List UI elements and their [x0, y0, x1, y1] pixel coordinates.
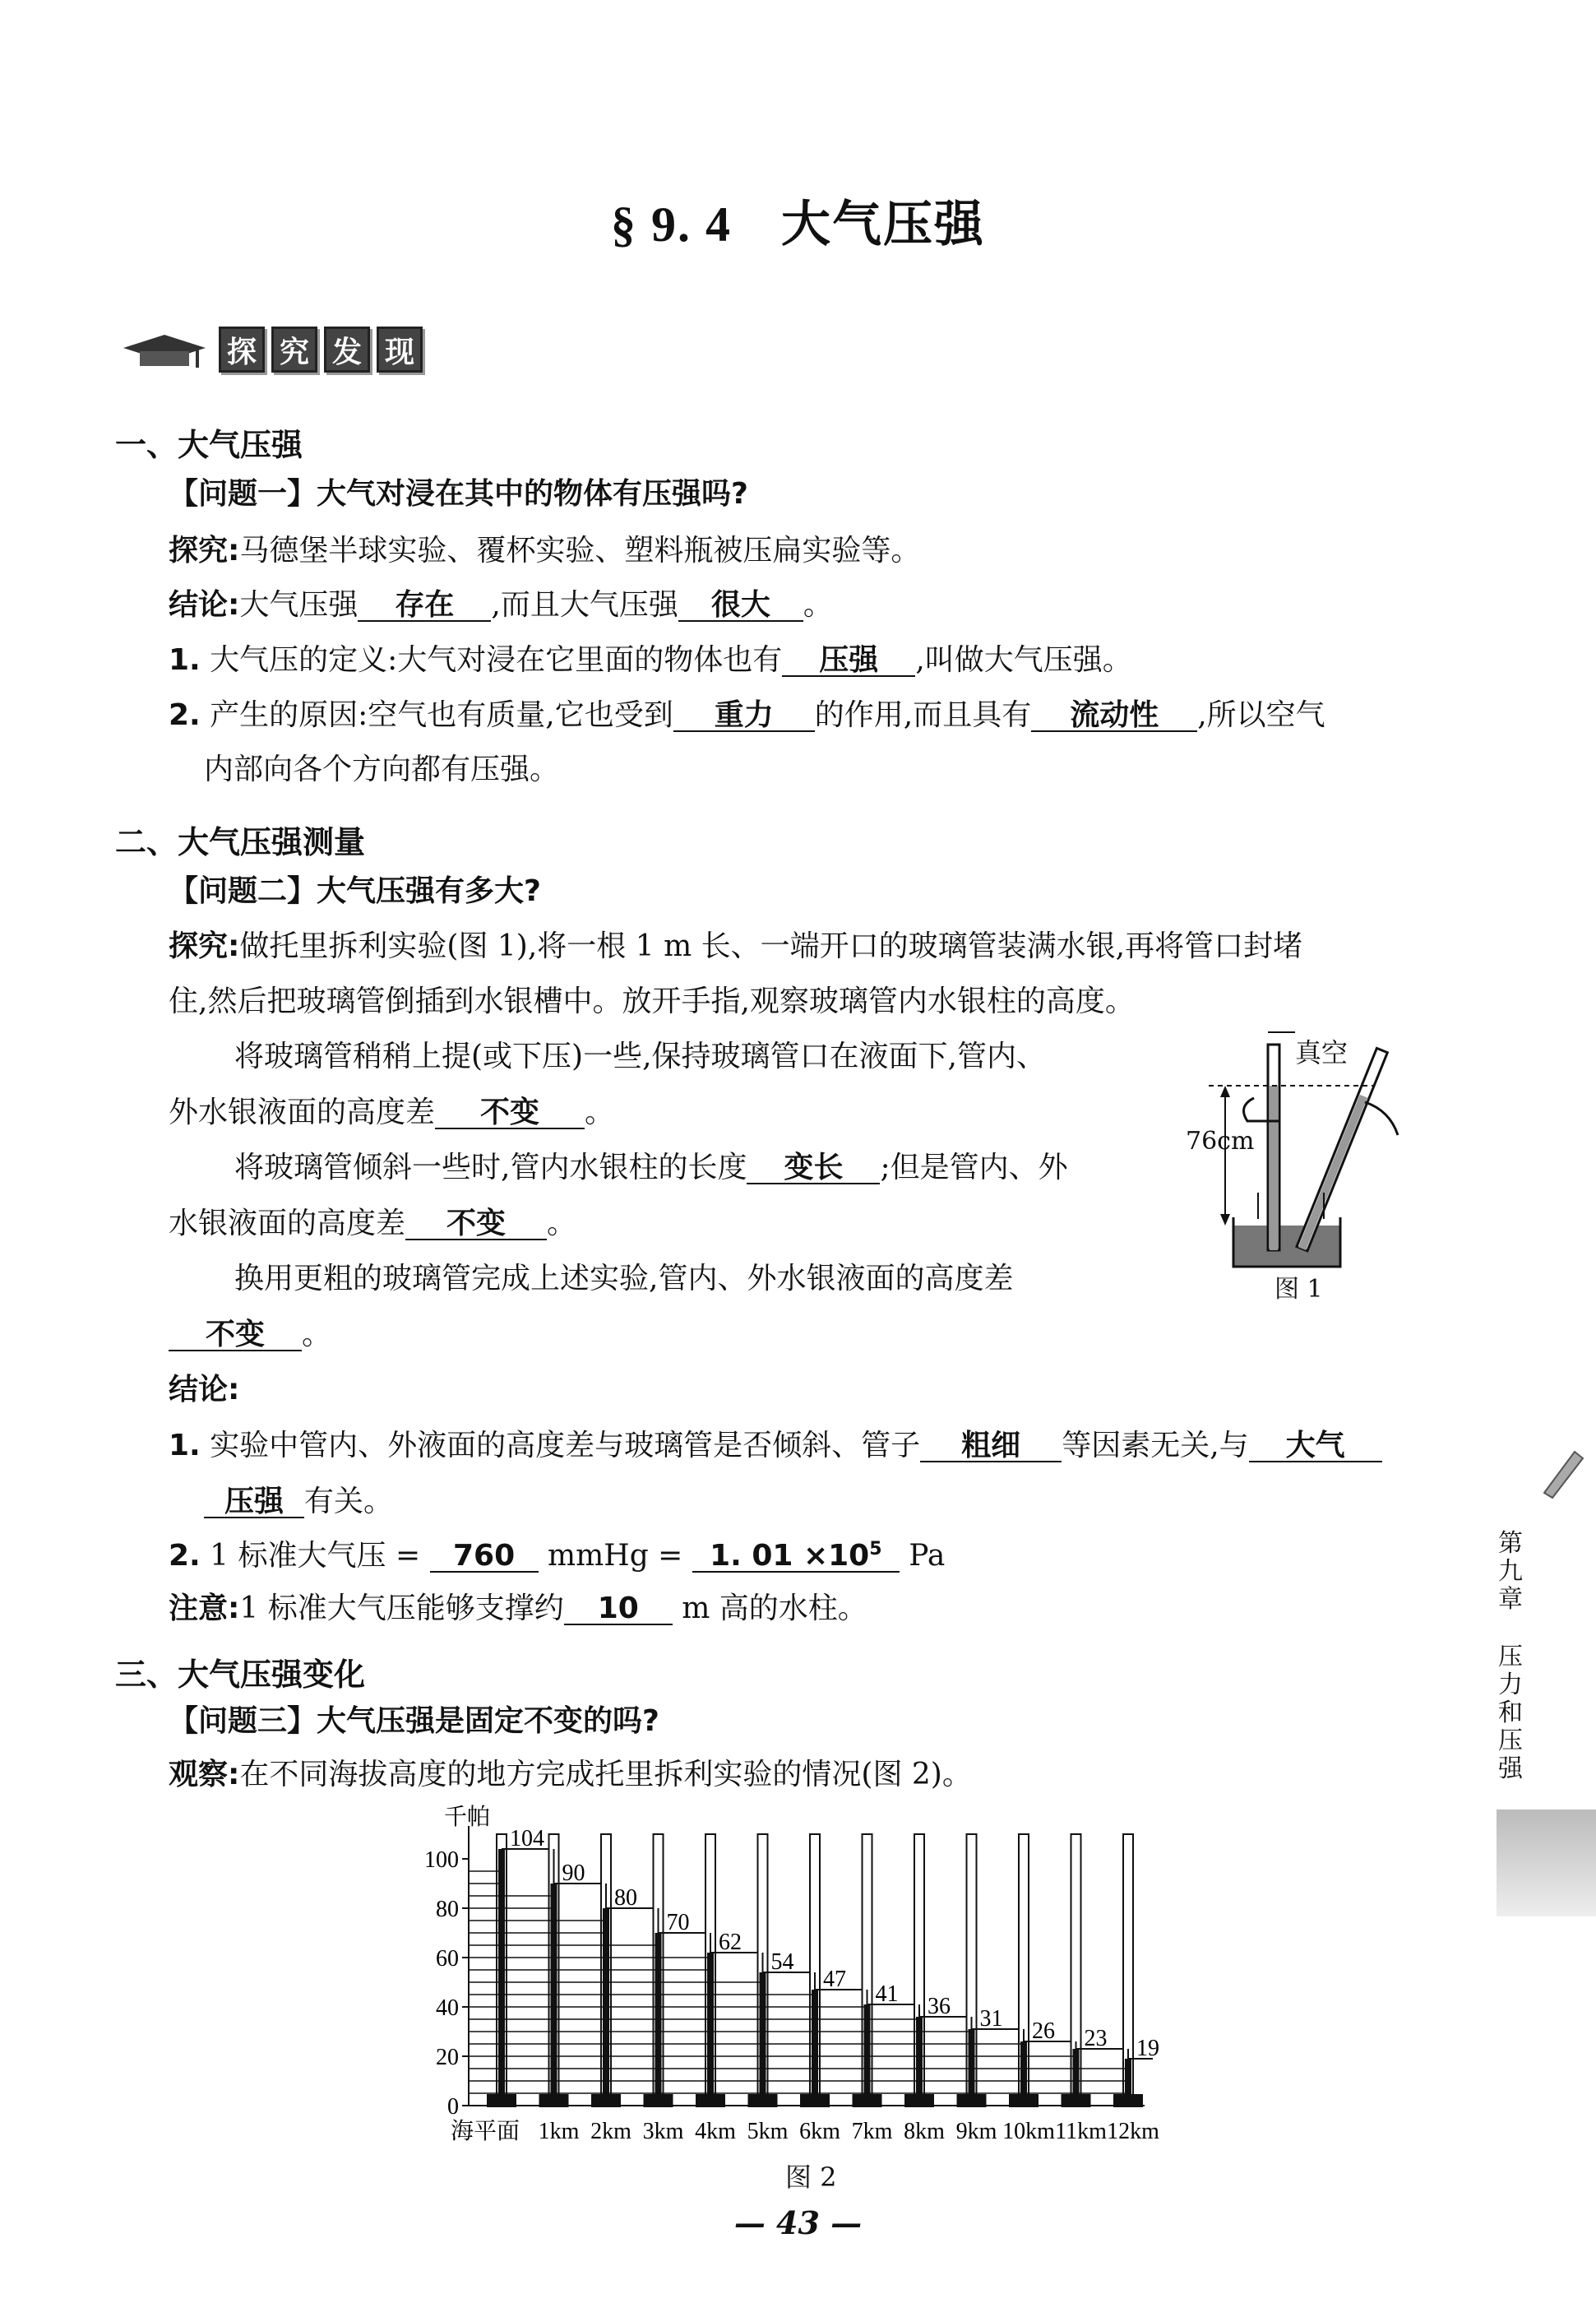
x-tick-label: 2km	[590, 2119, 631, 2144]
paragraph: 换用更粗的玻璃管完成上述实验,管内、外水银液面的高度差	[234, 1262, 1014, 1295]
section-heading: 一、大气压强	[115, 427, 303, 463]
data-label: 54	[770, 1949, 794, 1975]
paragraph: 外水银液面的高度差 不变 。	[169, 1096, 615, 1129]
answer-blank: 不变	[169, 1320, 302, 1351]
question: 【问题二】大气压强有多大?	[169, 874, 541, 908]
y-tick-label: 60	[436, 1946, 459, 1972]
paragraph: 1. 实验中管内、外液面的高度差与玻璃管是否倾斜、管子 粗细 等因素无关,与 大气	[169, 1431, 1382, 1462]
paragraph: 将玻璃管倾斜一些时,管内水银柱的长度 变长 ;但是管内、外	[234, 1151, 1068, 1184]
data-label: 90	[562, 1860, 585, 1886]
sidebar-tab	[1497, 1810, 1596, 1916]
pressure-altitude-chart	[411, 1801, 1217, 2147]
x-tick-label: 10km	[1002, 2119, 1055, 2144]
answer-blank: 不变	[435, 1098, 585, 1129]
section-heading: 三、大气压强变化	[115, 1657, 366, 1693]
answer-blank: 大气	[1249, 1431, 1382, 1462]
pen-icon	[1538, 1443, 1587, 1501]
x-tick-label: 3km	[642, 2119, 684, 2144]
paragraph: 结论:大气压强 存在 ,而且大气压强 很大 。	[169, 588, 833, 622]
paragraph: 探究:做托里拆利实验(图 1),将一根 1 m 长、一端开口的玻璃管装满水银,再将管口封堵	[169, 929, 1303, 963]
x-tick-label: 7km	[851, 2119, 893, 2144]
figure-caption: 图 1	[1274, 1275, 1323, 1304]
data-label: 41	[875, 1981, 899, 2007]
bar	[498, 1849, 505, 2106]
answer-blank: 很大	[678, 591, 803, 622]
data-label: 23	[1084, 2026, 1108, 2051]
y-tick-label: 80	[436, 1897, 459, 1922]
x-tick-label: 12km	[1107, 2119, 1159, 2144]
answer-blank: 压强	[204, 1487, 304, 1518]
graduation-cap-icon	[115, 325, 214, 374]
torricelli-figure	[1176, 1028, 1431, 1308]
bar	[760, 1972, 766, 2106]
vacuum-label: 真空	[1295, 1037, 1349, 1068]
paragraph: 观察:在不同海拔高度的地方完成托里拆利实验的情况(图 2)。	[169, 1758, 972, 1791]
answer-blank: 变长	[747, 1153, 880, 1184]
x-tick-label: 9km	[955, 2119, 997, 2144]
answer-blank: 重力	[673, 701, 815, 732]
section-heading: 二、大气压强测量	[115, 824, 366, 860]
height-label: 76cm	[1186, 1127, 1255, 1156]
paragraph: 2. 产生的原因:空气也有质量,它也受到 重力 的作用,而且具有 流动性 ,所以空气	[169, 698, 1325, 732]
data-label: 36	[928, 1994, 951, 2019]
paragraph: 注意:1 标准大气压能够支撑约 10 m 高的水柱。	[169, 1592, 867, 1625]
paragraph: 内部向各个方向都有压强。	[204, 753, 560, 786]
x-tick-label: 4km	[695, 2119, 736, 2144]
y-tick-label: 20	[436, 2045, 459, 2070]
y-tick-label: 0	[447, 2094, 459, 2120]
sidebar-topic: 压 力 和 压 强	[1498, 1643, 1523, 1783]
data-label: 70	[666, 1910, 690, 1935]
answer-blank: 760	[430, 1541, 539, 1573]
answer-blank: 不变	[405, 1209, 547, 1240]
x-tick-label: 8km	[904, 2119, 945, 2144]
paragraph: 将玻璃管稍稍上提(或下压)一些,保持玻璃管口在液面下,管内、	[234, 1040, 1046, 1073]
answer-blank: 存在	[358, 591, 491, 622]
page-title: § 9. 4 大气压强	[611, 196, 985, 253]
page-number: — 43 —	[733, 2204, 863, 2241]
paragraph: 结论:	[169, 1373, 240, 1406]
answer-blank: 10	[564, 1594, 673, 1625]
y-tick-label: 40	[436, 1995, 459, 2021]
y-tick-label: 100	[424, 1847, 459, 1873]
question: 【问题三】大气压强是固定不变的吗?	[169, 1704, 659, 1738]
x-tick-label: 海平面	[450, 2119, 520, 2144]
x-tick-label: 1km	[538, 2119, 580, 2144]
x-tick-label: 6km	[799, 2119, 840, 2144]
badge-char: 发	[324, 327, 370, 373]
data-label: 19	[1136, 2036, 1159, 2061]
badge-char: 探	[219, 327, 265, 373]
data-label: 104	[510, 1826, 544, 1851]
data-label: 80	[614, 1885, 637, 1911]
paragraph: 压强 有关。	[204, 1487, 393, 1518]
bar	[707, 1953, 714, 2106]
answer-blank: 流动性	[1031, 701, 1197, 732]
badge-char: 现	[377, 327, 423, 373]
answer-blank: 1. $01 \times 10^5$	[692, 1541, 900, 1573]
y-axis-label: 千帕	[444, 1805, 491, 1830]
data-label: 31	[979, 2006, 1003, 2032]
badge-char: 究	[271, 327, 317, 373]
sidebar-chapter: 第 九 章	[1498, 1529, 1523, 1614]
paragraph: 不变 。	[169, 1320, 331, 1351]
answer-blank: 粗细	[920, 1431, 1062, 1462]
x-tick-label: 5km	[747, 2119, 789, 2144]
data-label: 62	[719, 1930, 742, 1955]
paragraph: 水银液面的高度差 不变 。	[169, 1207, 577, 1240]
bar	[916, 2017, 923, 2106]
figure-caption: 图 2	[785, 2162, 837, 2193]
section-badge	[115, 325, 429, 374]
paragraph: 1. 大气压的定义:大气对浸在它里面的物体也有 压强 ,叫做大气压强。	[169, 643, 1132, 677]
answer-blank: 压强	[782, 646, 915, 677]
question: 【问题一】大气对浸在其中的物体有压强吗?	[169, 477, 748, 511]
x-tick-label: 11km	[1055, 2119, 1107, 2144]
paragraph: 2. 1 标准大气压 = 760 mmHg = 1. $01 \times 10^5$ Pa	[169, 1539, 946, 1573]
data-label: 26	[1032, 2018, 1055, 2044]
data-label: 47	[823, 1967, 846, 1992]
paragraph: 探究:马德堡半球实验、覆杯实验、塑料瓶被压扁实验等。	[169, 534, 921, 568]
paragraph: 住,然后把玻璃管倒插到水银槽中。放开手指,观察玻璃管内水银柱的高度。	[169, 985, 1135, 1018]
